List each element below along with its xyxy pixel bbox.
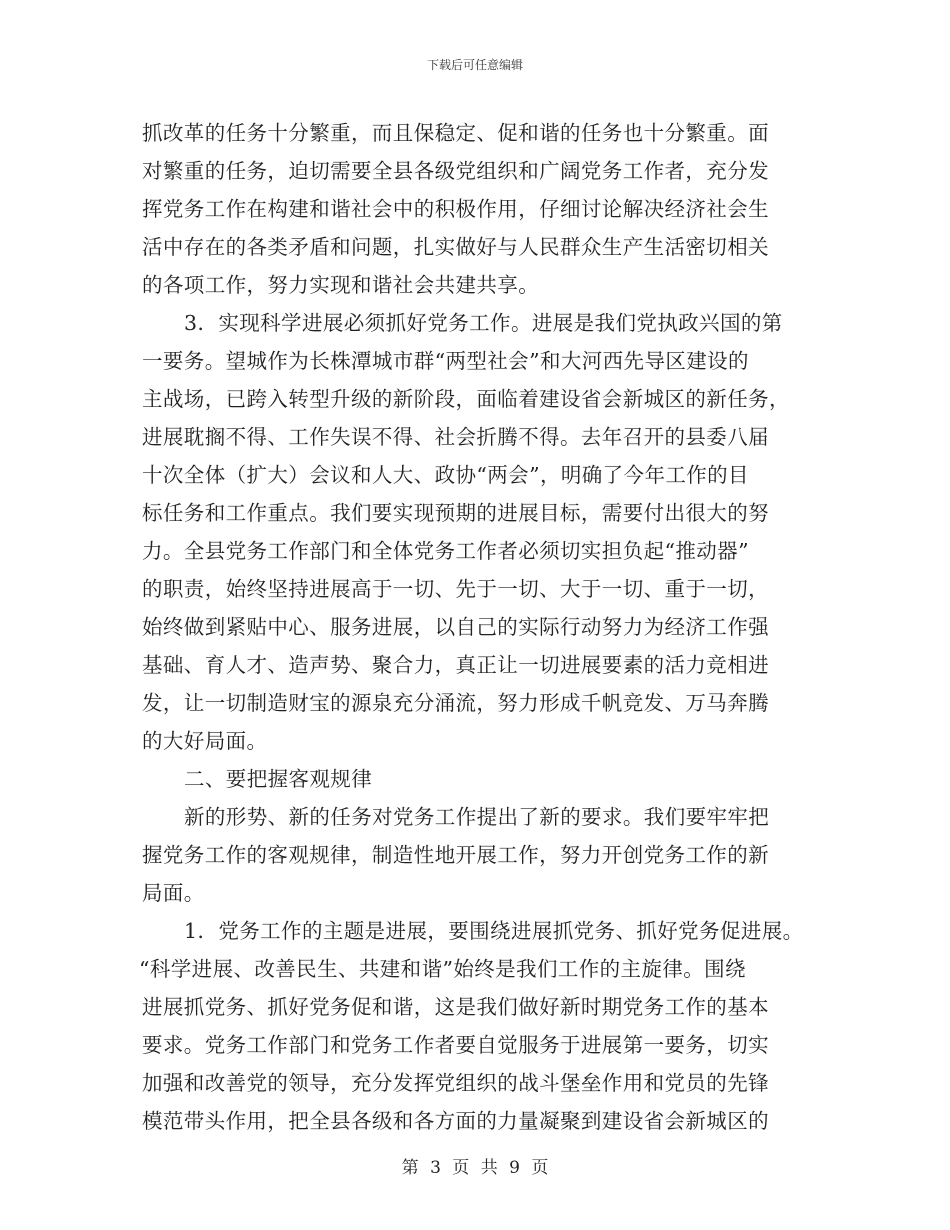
text-line: 3．实现科学进展必须抓好党务工作。进展是我们党执政兴国的第 bbox=[184, 311, 783, 335]
text-line: 新的形势、新的任务对党务工作提出了新的要求。我们要牢牢把 bbox=[184, 805, 770, 829]
text-line: 发，让一切制造财宝的源泉充分涌流，努力形成千帆竞发、万马奔腾 bbox=[142, 691, 769, 715]
text-line: 一要务。望城作为长株潭城市群“两型社会”和大河西先导区建设的 bbox=[142, 349, 749, 373]
text-line: 进展抓党务、抓好党务促和谐，这是我们做好新时期党务工作的基本 bbox=[142, 995, 769, 1019]
text-line: 抓改革的任务十分繁重，而且保稳定、促和谐的任务也十分繁重。面 bbox=[142, 121, 769, 145]
text-line: “科学进展、改善民生、共建和谐”始终是我们工作的主旋律。围绕 bbox=[139, 957, 746, 981]
text-line: 对繁重的任务，迫切需要全县各级党组织和广阔党务工作者，充分发 bbox=[142, 159, 769, 183]
text-line: 加强和改善党的领导，充分发挥党组织的战斗堡垒作用和党员的先锋 bbox=[142, 1071, 769, 1095]
text-line: 主战场，已跨入转型升级的新阶段，面临着建设省会新城区的新任务， bbox=[142, 387, 790, 411]
text-line: 标任务和工作重点。我们要实现预期的进展目标，需要付出很大的努 bbox=[142, 501, 769, 525]
text-line: 始终做到紧贴中心、服务进展，以自己的实际行动努力为经济工作强 bbox=[142, 615, 769, 639]
text-line: 挥党务工作在构建和谐社会中的积极作用，仔细讨论解决经济社会生 bbox=[142, 197, 769, 221]
text-line: 基础、育人才、造声势、聚合力，真正让一切进展要素的活力竞相进 bbox=[142, 653, 769, 677]
text-line: 模范带头作用，把全县各级和各方面的力量凝聚到建设省会新城区的 bbox=[142, 1109, 769, 1133]
text-line: 握党务工作的客观规律，制造性地开展工作，努力开创党务工作的新 bbox=[142, 843, 769, 867]
text-line: 活中存在的各类矛盾和问题，扎实做好与人民群众生产生活密切相关 bbox=[142, 235, 769, 259]
text-line: 1．党务工作的主题是进展，要围绕进展抓党务、抓好党务促进展。 bbox=[184, 919, 804, 943]
text-line: 十次全体（扩大）会议和人大、政协“两会”，明确了今年工作的目 bbox=[142, 463, 749, 487]
text-line: 二、要把握客观规律 bbox=[184, 767, 373, 791]
text-line: 进展耽搁不得、工作失误不得、社会折腾不得。去年召开的县委八届 bbox=[142, 425, 769, 449]
text-line: 的大好局面。 bbox=[142, 729, 268, 753]
page-footer: 第 3 页 共 9 页 bbox=[401, 1158, 549, 1178]
page-header: 下载后可任意编辑 bbox=[426, 58, 523, 72]
document-body bbox=[139, 114, 832, 1140]
text-line: 的各项工作，努力实现和谐社会共建共享。 bbox=[142, 273, 540, 297]
text-line: 局面。 bbox=[142, 881, 205, 905]
text-line: 的职责，始终坚持进展高于一切、先于一切、大于一切、重于一切， bbox=[142, 577, 769, 601]
text-line: 力。全县党务工作部门和全体党务工作者必须切实担负起“推动器” bbox=[142, 539, 749, 563]
text-line: 要求。党务工作部门和党务工作者要自觉服务于进展第一要务，切实 bbox=[142, 1033, 769, 1057]
